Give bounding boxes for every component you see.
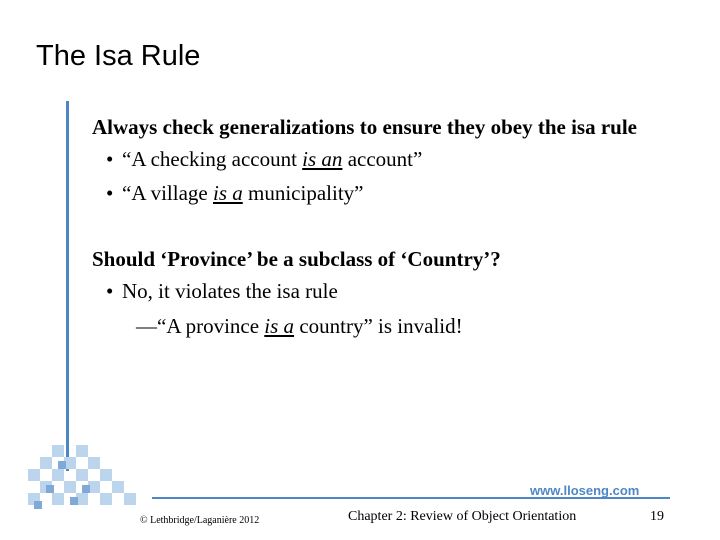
bullet-text-post: municipality” [242, 181, 364, 205]
bullet-village [92, 176, 692, 210]
slide-title: The Isa Rule [36, 40, 201, 72]
checkerboard-logo-icon [22, 441, 144, 513]
bullet-text-pre: “A village [122, 181, 213, 205]
bullet-text-pre: “A checking account [122, 147, 303, 171]
bullet-checking-account [92, 142, 692, 176]
bullet-dot-icon: • [106, 181, 114, 205]
page-number: 19 [650, 509, 664, 524]
footer-copyright: © Lethbridge/Laganière 2012 [140, 515, 260, 526]
paragraph-province-question: Should ‘Province’ be a subclass of ‘Country’? [92, 247, 501, 271]
slide-body [92, 112, 692, 344]
accent-vertical-line [66, 101, 69, 471]
bullet-text-emphasis: is an [302, 147, 343, 171]
bullet-violates-rule [92, 274, 692, 308]
bullet-text-emphasis: is a [212, 181, 243, 205]
bullet-text-post: account” [342, 147, 423, 171]
bullet-dot-icon: • [106, 147, 114, 171]
sub-bullet-invalid [92, 308, 692, 344]
paragraph-generalization-rule: Always check generalizations to ensure they obey the isa rule [92, 115, 637, 139]
footer-chapter: Chapter 2: Review of Object Orientation [348, 509, 577, 524]
bullet-text: No, it violates the isa rule [122, 279, 338, 303]
sub-text-emphasis: is a [264, 314, 295, 338]
sub-text-post: country” is invalid! [294, 314, 463, 338]
footer-url: www.lloseng.com [530, 483, 640, 498]
sub-text-pre: —“A province [136, 314, 265, 338]
bullet-dot-icon: • [106, 279, 114, 303]
